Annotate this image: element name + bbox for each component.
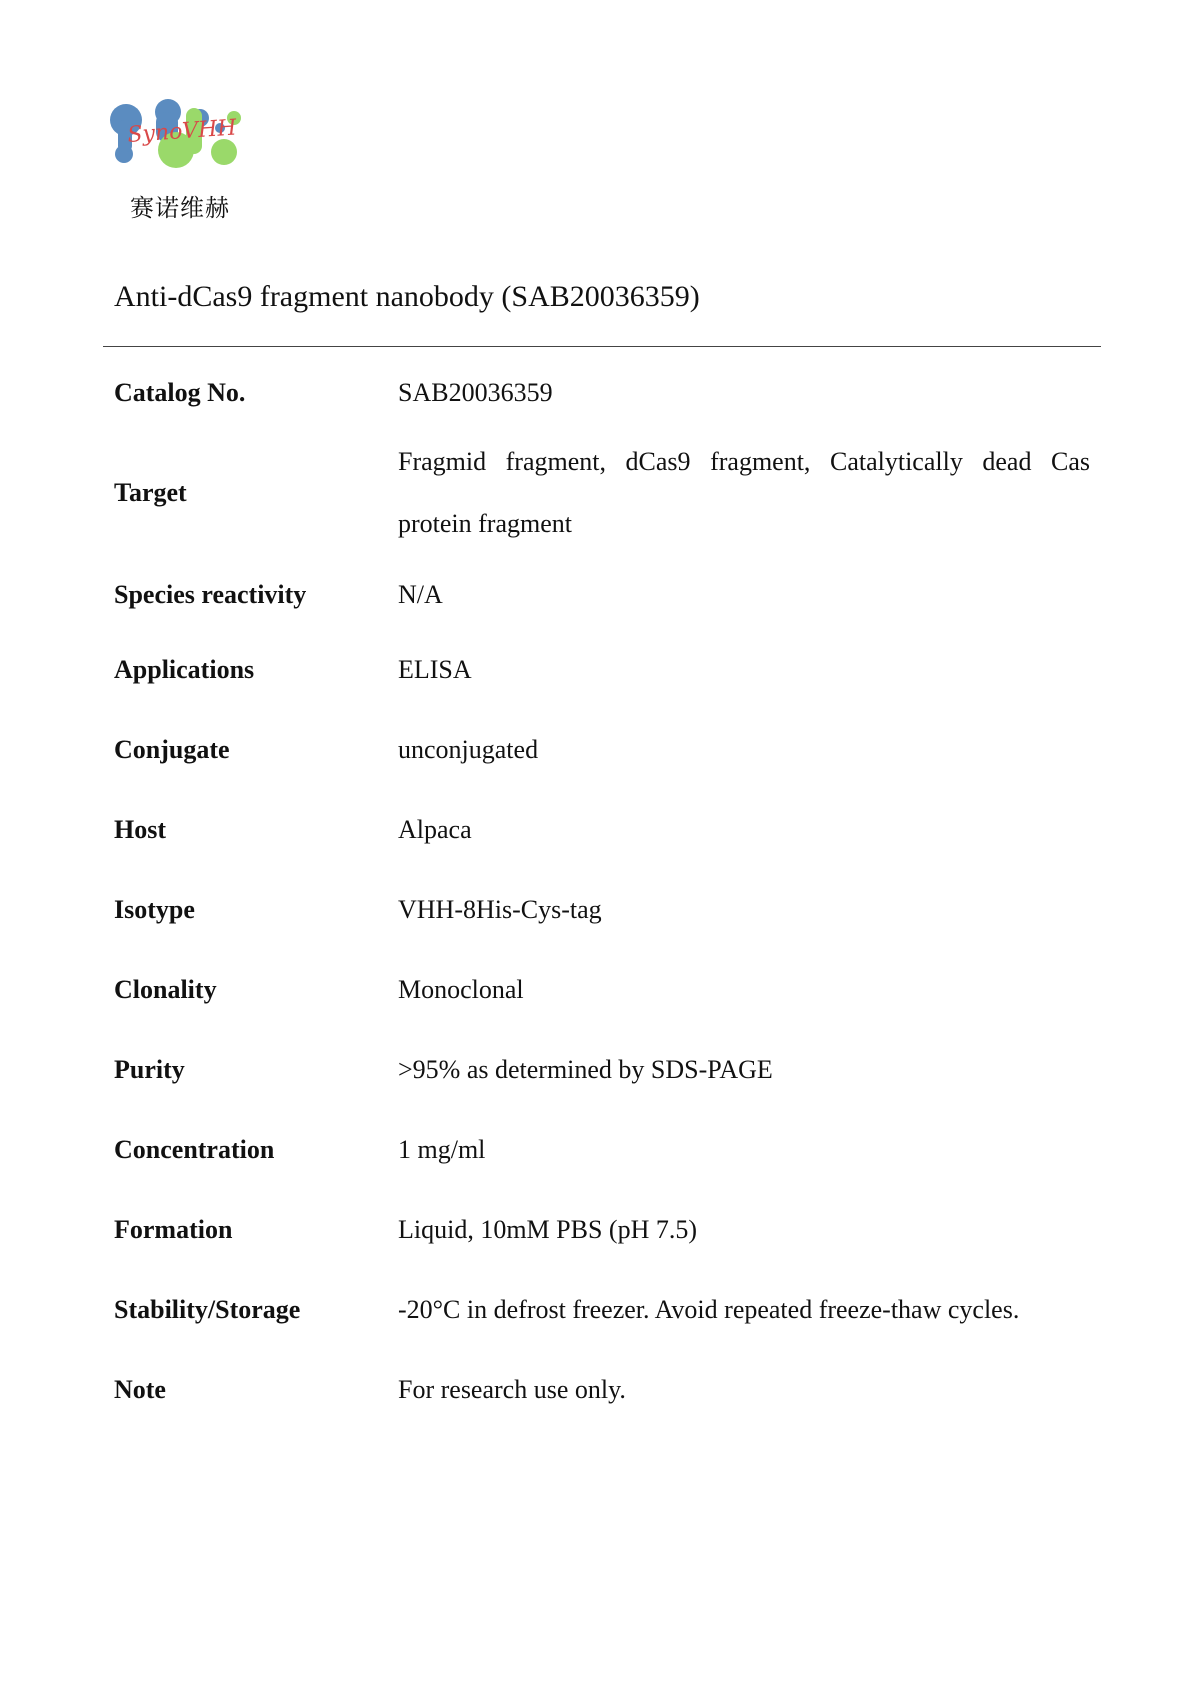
spec-label: Purity [114, 1055, 185, 1084]
spec-value: Monoclonal [398, 975, 524, 1004]
spec-row-formation [114, 1190, 1090, 1270]
spec-row-clonality [114, 950, 1090, 1030]
spec-value: VHH-8His-Cys-tag [398, 895, 602, 924]
spec-row-note [114, 1350, 1090, 1430]
spec-label: Isotype [114, 895, 195, 924]
spec-row-conjugate [114, 710, 1090, 790]
company-logo [108, 98, 268, 228]
spec-row-concentration [114, 1110, 1090, 1190]
spec-label: Conjugate [114, 735, 230, 764]
spec-label: Stability/Storage [114, 1295, 301, 1324]
company-chinese-name: 赛诺维赫 [130, 194, 230, 222]
logo-wordmark [108, 98, 268, 188]
spec-value: SAB20036359 [398, 378, 553, 407]
spec-value: Liquid, 10mM PBS (pH 7.5) [398, 1215, 698, 1244]
spec-label: Concentration [114, 1135, 275, 1164]
spec-value: Fragmid fragment, dCas9 fragment, Catalytically dead Cas protein fragment [398, 447, 1090, 538]
spec-row-storage [114, 1270, 1090, 1350]
spec-value: For research use only. [398, 1375, 626, 1404]
spec-label: Applications [114, 655, 255, 684]
spec-value: ELISA [398, 655, 472, 684]
spec-row-target [114, 426, 1090, 560]
spec-value: unconjugated [398, 735, 539, 764]
spec-label: Note [114, 1375, 166, 1404]
spec-label: Target [114, 478, 187, 507]
spec-row-purity [114, 1030, 1090, 1110]
spec-value: Alpaca [398, 815, 472, 844]
document-title: Anti-dCas9 fragment nanobody (SAB20036359) [114, 280, 700, 313]
spec-value: -20°C in defrost freezer. Avoid repeated freeze-thaw cycles. [398, 1295, 1020, 1324]
spec-row-applications [114, 630, 1090, 710]
spec-row-catalog [114, 360, 1090, 426]
spec-value: >95% as determined by SDS-PAGE [398, 1055, 773, 1084]
title-divider [103, 346, 1101, 347]
spec-value: 1 mg/ml [398, 1135, 486, 1164]
spec-label: Clonality [114, 975, 217, 1004]
spec-row-host [114, 790, 1090, 870]
spec-row-species [114, 560, 1090, 630]
spec-label: Host [114, 815, 166, 844]
spec-label: Catalog No. [114, 378, 246, 407]
spec-label: Formation [114, 1215, 233, 1244]
spec-label: Species reactivity [114, 580, 307, 609]
spec-row-isotype [114, 870, 1090, 950]
spec-value: N/A [398, 580, 443, 609]
spec-table [114, 360, 1090, 1430]
logo-wordmark-text: SynoVHH [126, 115, 238, 148]
